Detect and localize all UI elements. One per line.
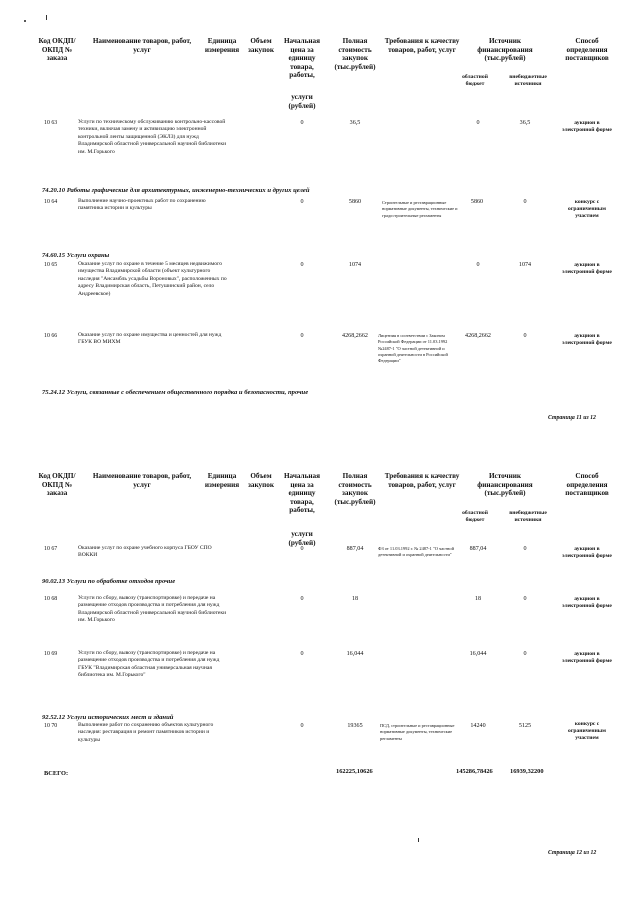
scan-mark	[46, 15, 47, 20]
row-price: 0	[300, 596, 304, 602]
page-number: Страница 12 из 12	[548, 850, 597, 856]
row-method: конкурс с ограниченным участием	[568, 199, 606, 220]
section-heading: 74.60.15 Услуги охраны	[42, 252, 110, 259]
row-regional: 0	[476, 262, 480, 268]
row-code: 10 68	[44, 596, 58, 602]
row-regional: 16,044	[469, 651, 487, 657]
total-regional: 145286,78426	[456, 768, 493, 775]
row-name: Выполнение работ по сохранению объектов культурного наследия: реставрация и ремонт памятников истории и культуры	[78, 722, 214, 743]
header-source-regional: областной бюджет	[462, 74, 488, 87]
row-cost: 1074	[348, 262, 362, 268]
row-method: аукцион в электронной форме	[562, 651, 612, 665]
header-price: Начальная цена за единицу товара, работы,	[283, 37, 321, 80]
row-cost: 19365	[347, 723, 363, 729]
row-cost: 5860	[348, 199, 362, 205]
row-offbudget: 0	[523, 199, 527, 205]
header-cost: Полная стоимость закупок (тыс.рублей)	[334, 37, 376, 71]
row-method: аукцион в электронной форме	[562, 262, 612, 276]
row-price: 0	[300, 120, 304, 126]
row-cost: 4268,2662	[342, 333, 368, 339]
row-method: аукцион в электронной форме	[562, 120, 612, 134]
row-method: конкурс с ограниченным участием	[568, 721, 606, 742]
section-heading: 75.24.12 Услуги, связанные с обеспечением общественного порядка и безопасности, прочие	[42, 389, 309, 396]
header-unit: Единица измерения	[204, 37, 240, 54]
header-price: Начальная цена за единицу товара, работы,	[283, 472, 321, 515]
row-name: Услуги по техническому обслуживанию контрольно-кассовой техники, включая замену и активизацию электронной контрольной ленты защищенной (ЭКЛЗ) для нужд Владимирской областной универсальной научной библиотеки им. М.Горького	[78, 119, 227, 155]
scan-mark	[418, 838, 419, 842]
row-code: 10 65	[44, 262, 58, 268]
row-regional: 5860	[470, 199, 484, 205]
header-name: Наименование товаров, работ, услуг	[92, 37, 192, 54]
row-price: 0	[300, 262, 304, 268]
row-code: 10 67	[44, 546, 58, 552]
row-name: Услуги по сбору, вывозу (транспортировке) и передаче на размещение отходов производства и потребления для нужд Владимирской областной универсальной научной библиотеки им. М.Горького	[78, 595, 227, 624]
row-regional: 14240	[470, 723, 486, 729]
row-method: аукцион в электронной форме	[562, 333, 612, 347]
row-code: 10 64	[44, 199, 58, 205]
header-source: Источник финансирования (тыс.рублей)	[477, 472, 533, 498]
header-volume: Объем закупок	[248, 472, 274, 489]
row-offbudget: 5125	[518, 723, 532, 729]
row-price: 0	[300, 546, 304, 552]
total-offbudget: 16939,32200	[510, 768, 544, 775]
row-name: Оказание услуг по охране учебного корпуса ГБОУ СПО ВОККИ	[78, 545, 212, 559]
header-source-offbudget: внебюджетные источники	[509, 74, 547, 87]
header-code: Код ОКДП/ ОКПД № заказа	[38, 472, 76, 498]
row-regional: 4268,2662	[465, 333, 491, 339]
total-cost: 162225,10626	[336, 768, 373, 775]
row-offbudget: 0	[523, 333, 527, 339]
row-regional: 0	[476, 120, 480, 126]
header-unit: Единица измерения	[204, 472, 240, 489]
row-cost: 16,044	[346, 651, 364, 657]
row-offbudget: 1074	[518, 262, 532, 268]
header-source-regional: областной бюджет	[462, 510, 488, 523]
section-heading: 74.20.10 Работы графические для архитектурных, инженерно-технических и других целей	[42, 187, 310, 194]
row-name: Услуги по сбору, вывозу (транспортировке) и передаче на размещение отходов производства и потребления для нужд ГБУК "Владимирская областная универсальная научная библиотека им. М.Горького"	[78, 650, 220, 679]
header-name: Наименование товаров, работ, услуг	[92, 472, 192, 489]
row-method: аукцион в электронной форме	[562, 596, 612, 610]
row-name: Выполнение научно-проектных работ по сохранению памятника истории и культуры	[78, 198, 206, 212]
row-offbudget: 0	[523, 651, 527, 657]
total-label: ВСЕГО:	[44, 770, 69, 777]
row-offbudget: 0	[523, 546, 527, 552]
section-heading: 90.02.13 Услуги по обработке отходов прочие	[42, 578, 176, 585]
section-heading: 92.52.12 Услуги исторических мест и зданий	[42, 714, 174, 721]
row-regional: 18	[474, 596, 482, 602]
row-requirements: ПСД, строительные и реставрационные нормативные документы, технические регламенты	[380, 723, 455, 741]
row-offbudget: 0	[523, 596, 527, 602]
header-cost: Полная стоимость закупок (тыс.рублей)	[334, 472, 376, 506]
row-price: 0	[300, 333, 304, 339]
header-requirements: Требования к качеству товаров, работ, услуг	[384, 472, 460, 489]
row-name: Оказание услуг по охране имущества и ценностей для нужд ГБУК ВО МИХМ	[78, 332, 222, 346]
row-code: 10 63	[44, 120, 58, 126]
row-regional: 887,04	[469, 546, 487, 552]
row-code: 10 66	[44, 333, 58, 339]
header-code: Код ОКДП/ ОКПД № заказа	[38, 37, 76, 63]
row-requirements: Лицензия в соответствии с Законом Российской Федерации от 11.03.1992 №2487-1 "О частной детективной и охранной деятельности в Российской Федерации"	[378, 333, 448, 364]
header-method: Способ определения поставщиков	[565, 472, 609, 498]
row-code: 10 69	[44, 651, 58, 657]
scan-speck	[24, 20, 26, 22]
header-source-offbudget: внебюджетные источники	[509, 510, 547, 523]
header-price-services: услуги (рублей)	[288, 530, 316, 547]
row-offbudget: 36,5	[519, 120, 531, 126]
row-price: 0	[300, 199, 304, 205]
row-name: Оказание услуг по охране в течение 5 месяцев недвижимого имущества Владимирской области (объект культурного наследия "Ансамбль усадьбы Вороновых", расположенных по адресу Владимирская область, Петушинский район, село Андреевское)	[78, 261, 227, 297]
row-cost: 887,04	[346, 546, 364, 552]
row-method: аукцион в электронной форме	[562, 546, 612, 560]
row-cost: 18	[351, 596, 359, 602]
header-price-services: услуги (рублей)	[288, 93, 316, 110]
page-number: Страница 11 из 12	[548, 415, 596, 421]
row-price: 0	[300, 651, 304, 657]
row-price: 0	[300, 723, 304, 729]
header-volume: Объем закупок	[248, 37, 274, 54]
row-code: 10 70	[44, 723, 58, 729]
header-method: Способ определения поставщиков	[565, 37, 609, 63]
header-requirements: Требования к качеству товаров, работ, услуг	[384, 37, 460, 54]
header-source: Источник финансирования (тыс.рублей)	[477, 37, 533, 63]
row-requirements: ФЗ от 11.03.1992 г. № 2487-1 "О частной детективной и охранной деятельности"	[378, 546, 454, 558]
row-cost: 36,5	[349, 120, 361, 126]
row-requirements: Строительные и реставрационные нормативные документы, технические и градостроительные регламенты	[382, 200, 458, 218]
